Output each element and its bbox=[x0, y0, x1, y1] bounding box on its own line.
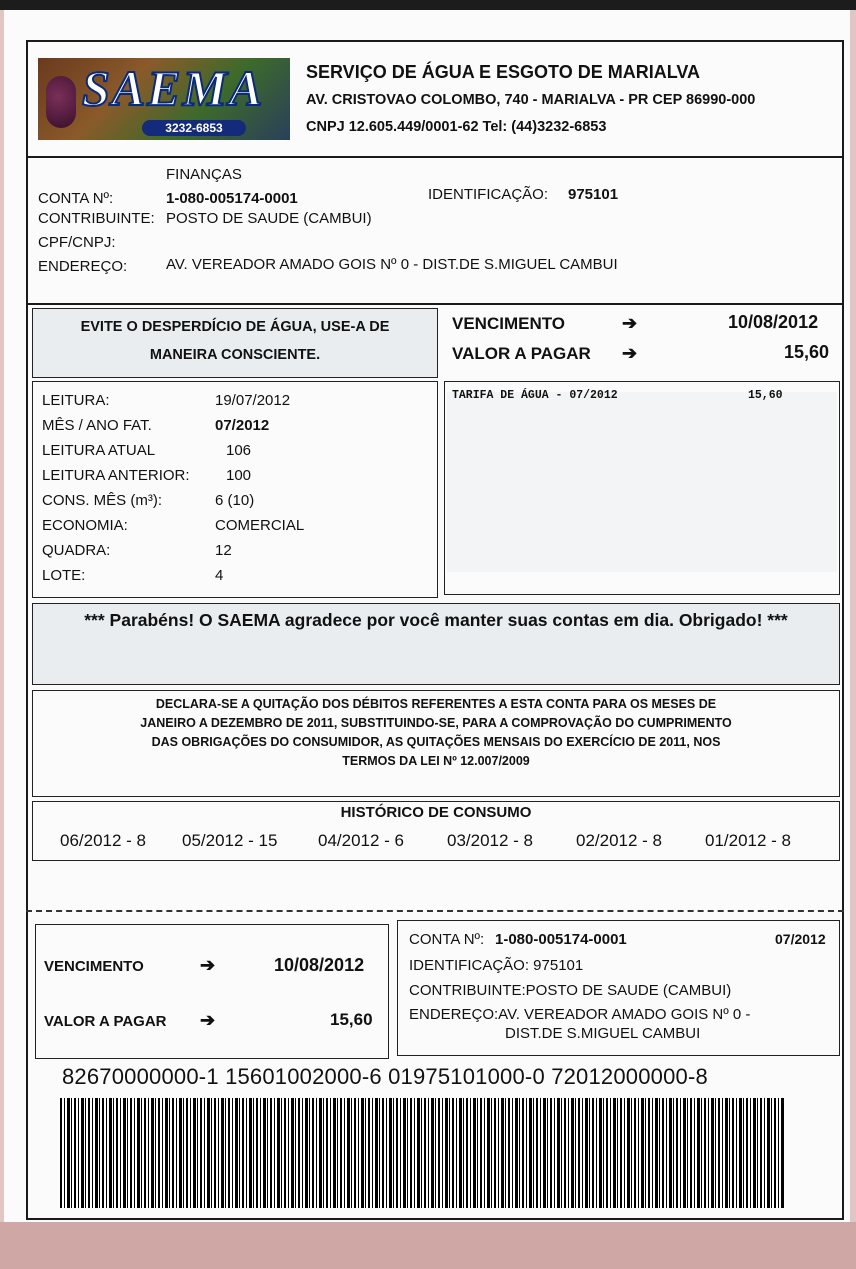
section-label: FINANÇAS bbox=[166, 166, 242, 183]
quadra-label: QUADRA: bbox=[42, 542, 111, 559]
tarifa-box bbox=[444, 381, 840, 595]
stub-amount-value: 15,60 bbox=[330, 1010, 373, 1029]
org-cnpj-phone: CNPJ 12.605.449/0001-62 Tel: (44)3232-6853 bbox=[306, 119, 607, 135]
conta-value: 1-080-005174-0001 bbox=[166, 190, 298, 207]
org-address: AV. CRISTOVAO COLOMBO, 740 - MARIALVA - PR CEP 86990-000 bbox=[306, 92, 756, 108]
cons-value: 6 (10) bbox=[215, 492, 255, 509]
tarifa-value: 15,60 bbox=[748, 389, 783, 402]
endereco-label: ENDEREÇO: bbox=[38, 258, 128, 275]
stub-conta-label: CONTA Nº: bbox=[409, 931, 485, 948]
declaration-line-3: DAS OBRIGAÇÕES DO CONSUMIDOR, AS QUITAÇÕES MENSAIS DO EXERCÍCIO DE 2011, NOS bbox=[151, 735, 721, 749]
thanks-message: *** Parabéns! O SAEMA agradece por você manter suas contas em dia. Obrigado! *** bbox=[84, 610, 788, 630]
declaration-line-1: DECLARA-SE A QUITAÇÃO DOS DÉBITOS REFERENTES A ESTA CONTA PARA OS MESES DE bbox=[155, 697, 717, 711]
notice-line-1: EVITE O DESPERDÍCIO DE ÁGUA, USE-A DE bbox=[80, 319, 390, 335]
cpf-label: CPF/CNPJ: bbox=[38, 234, 116, 251]
arrow-icon: ➔ bbox=[200, 955, 216, 975]
atual-label: LEITURA ATUAL bbox=[42, 442, 156, 459]
barcode-digits: 82670000000-1 15601002000-6 01975101000-0 72012000000-8 bbox=[62, 1064, 708, 1089]
atual-value: 106 bbox=[226, 442, 252, 459]
logo-text: SAEMA bbox=[82, 60, 265, 116]
message-box bbox=[32, 603, 840, 685]
declaration-line-4: TERMOS DA LEI Nº 12.007/2009 bbox=[342, 754, 530, 768]
historico-item: 05/2012 - 15 bbox=[182, 831, 278, 850]
logo-phone: 3232-6853 bbox=[142, 120, 246, 136]
stub-endereco-line-2: DIST.DE S.MIGUEL CAMBUI bbox=[505, 1025, 701, 1042]
due-date: 10/08/2012 bbox=[728, 312, 819, 332]
stub-ref: 07/2012 bbox=[775, 931, 826, 947]
stub-ident: IDENTIFICAÇÃO: 975101 bbox=[409, 957, 584, 974]
reading-box bbox=[32, 381, 438, 598]
declaration-line-2: JANEIRO A DEZEMBRO DE 2011, SUBSTITUINDO-SE, PARA A COMPROVAÇÃO DO CUMPRIMENTO bbox=[140, 716, 732, 730]
scan-top-edge bbox=[0, 0, 856, 10]
leitura-value: 19/07/2012 bbox=[215, 392, 291, 409]
leitura-label: LEITURA: bbox=[42, 392, 110, 409]
arrow-icon: ➔ bbox=[622, 313, 638, 333]
mes-label: MÊS / ANO FAT. bbox=[42, 417, 152, 434]
historico-item: 06/2012 - 8 bbox=[60, 831, 147, 850]
lote-value: 4 bbox=[215, 567, 224, 584]
quadra-value: 12 bbox=[215, 542, 232, 559]
historico-item: 01/2012 - 8 bbox=[705, 831, 792, 850]
divider bbox=[26, 303, 844, 305]
saema-logo bbox=[38, 58, 290, 140]
lote-label: LOTE: bbox=[42, 567, 86, 584]
amount-label: VALOR A PAGAR bbox=[452, 344, 591, 363]
tarifa-label: TARIFA DE ÁGUA - 07/2012 bbox=[452, 389, 618, 402]
notice-line-2: MANEIRA CONSCIENTE. bbox=[149, 347, 321, 363]
economia-label: ECONOMIA: bbox=[42, 517, 128, 534]
stub-contribuinte: CONTRIBUINTE:POSTO DE SAUDE (CAMBUI) bbox=[409, 982, 732, 999]
arrow-icon: ➔ bbox=[622, 343, 638, 363]
declaration-box bbox=[32, 690, 840, 797]
anterior-value: 100 bbox=[226, 467, 252, 484]
stub-conta-value: 1-080-005174-0001 bbox=[495, 931, 627, 948]
contribuinte-label: CONTRIBUINTE: bbox=[38, 210, 155, 227]
contribuinte-value: POSTO DE SAUDE (CAMBUI) bbox=[166, 210, 372, 227]
cut-line bbox=[26, 910, 844, 912]
mes-value: 07/2012 bbox=[215, 417, 270, 434]
economia-value: COMERCIAL bbox=[215, 517, 305, 534]
arrow-icon: ➔ bbox=[200, 1010, 216, 1030]
due-label: VENCIMENTO bbox=[452, 314, 566, 333]
stub-due-label: VENCIMENTO bbox=[44, 958, 144, 975]
notice-box bbox=[32, 308, 438, 378]
tarifa-background bbox=[447, 392, 837, 572]
anterior-label: LEITURA ANTERIOR: bbox=[42, 467, 190, 484]
amount-value: 15,60 bbox=[784, 342, 830, 362]
endereco-value: AV. VEREADOR AMADO GOIS Nº 0 - DIST.DE S.MIGUEL CAMBUI bbox=[166, 256, 618, 273]
historico-item: 02/2012 - 8 bbox=[576, 831, 663, 850]
ident-value: 975101 bbox=[568, 186, 619, 203]
historico-item: 03/2012 - 8 bbox=[447, 831, 534, 850]
historico-item: 04/2012 - 6 bbox=[318, 831, 405, 850]
stub-endereco-line-1: ENDEREÇO:AV. VEREADOR AMADO GOIS Nº 0 - bbox=[409, 1006, 751, 1023]
cons-label: CONS. MÊS (m³): bbox=[42, 492, 162, 509]
org-name: SERVIÇO DE ÁGUA E ESGOTO DE MARIALVA bbox=[306, 62, 701, 82]
grapes-icon bbox=[46, 76, 76, 128]
divider bbox=[26, 156, 844, 158]
barcode bbox=[60, 1098, 784, 1208]
stub-due-date: 10/08/2012 bbox=[274, 955, 365, 975]
historico-title: HISTÓRICO DE CONSUMO bbox=[340, 804, 532, 821]
scan-bottom-edge bbox=[0, 1222, 856, 1269]
conta-label: CONTA Nº: bbox=[38, 190, 114, 207]
stub-due-box bbox=[35, 924, 389, 1059]
stub-amount-label: VALOR A PAGAR bbox=[44, 1013, 167, 1030]
ident-label: IDENTIFICAÇÃO: bbox=[428, 186, 549, 203]
